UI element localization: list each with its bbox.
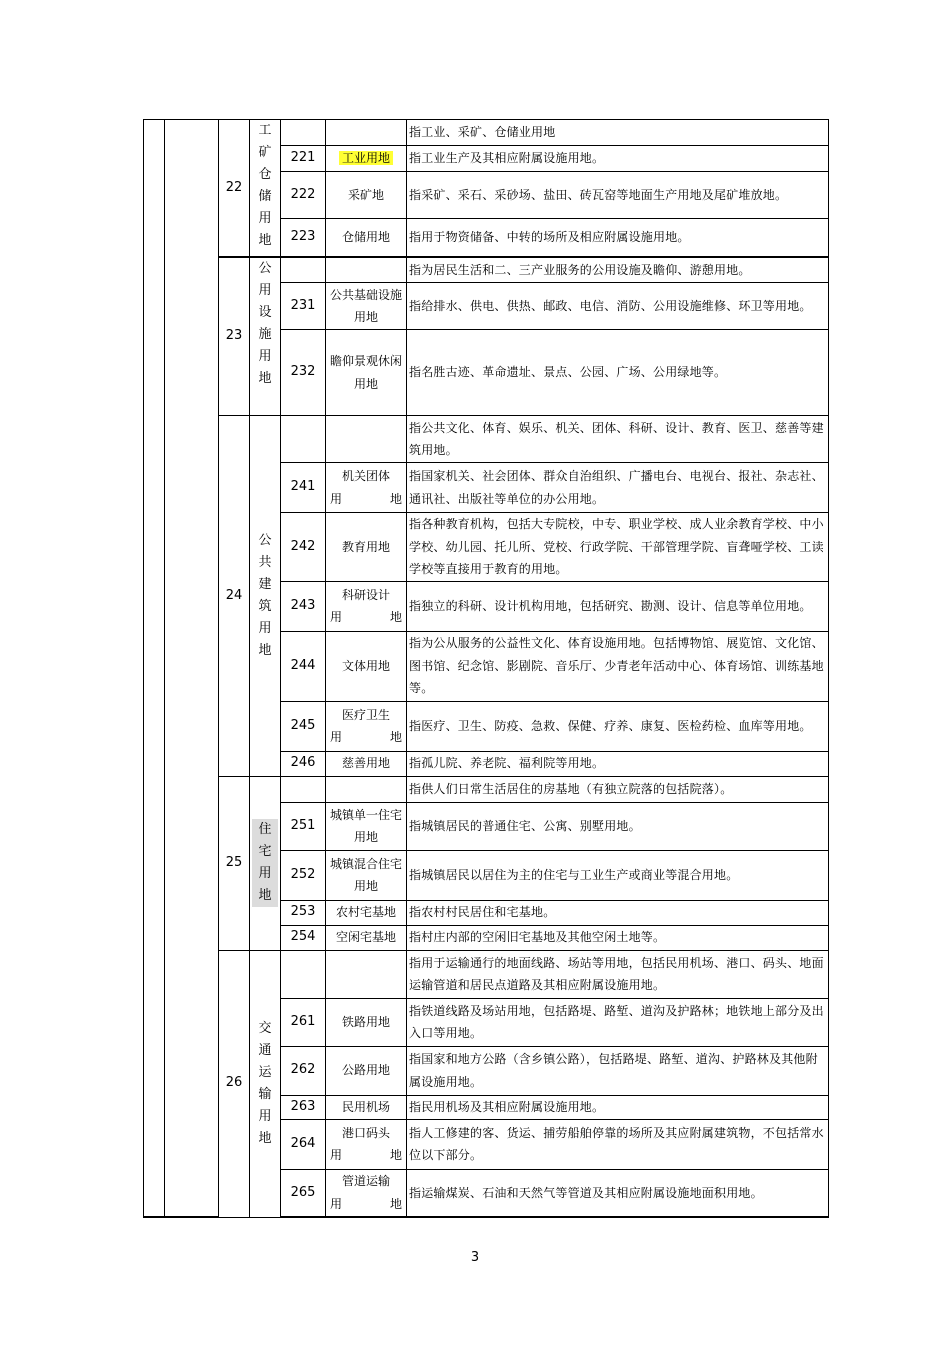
major-name-char: 用: [258, 1108, 272, 1124]
sub-name-cell: [326, 1169, 407, 1217]
sub-name-cell: [326, 900, 407, 925]
sub-name-cell: [326, 1119, 407, 1169]
sub-description: 指给排水、供电、供热、邮政、电信、消防、公用设施维修、环卫等用地。: [407, 283, 829, 330]
major-name-char: 用: [258, 348, 272, 364]
sub-name-cell: [326, 463, 407, 513]
sub-description: 指城镇居民以居住为主的住宅与工业生产或商业等混合用地。: [407, 850, 829, 900]
sub-name-line2: 用地: [330, 1148, 402, 1162]
sub-code-cell: 251: [281, 802, 326, 850]
sub-name-line1: 医疗卫生: [341, 707, 390, 722]
major-code-cell: [219, 776, 250, 950]
sub-description: 指铁道线路及场站用地，包括路堤、路堑、道沟及护路林；地铁地上部分及出入口等用地。: [407, 998, 829, 1046]
major-name-char: 矿: [258, 145, 272, 160]
sub-name-cell: [326, 257, 407, 283]
major-name-char: 用: [258, 282, 272, 298]
sub-name: 公路用地: [341, 1063, 390, 1078]
major-code-cell: [219, 416, 250, 777]
general-description: 指公共文化、体育、娱乐、机关、团体、科研、设计、教育、医卫、慈善等建筑用地。: [407, 416, 829, 463]
major-name-char: 工: [258, 123, 272, 138]
group-header-row: [144, 257, 829, 283]
major-name-char: 用: [258, 620, 272, 636]
sub-code-cell: 262: [281, 1046, 326, 1095]
sub-code-cell: 265: [281, 1169, 326, 1217]
major-name-char: 公: [258, 260, 272, 276]
sub-name-line1: 机关团体: [341, 469, 390, 483]
sub-name-cell: [326, 1095, 407, 1119]
sub-name-cell: [326, 631, 407, 701]
sub-name-line1: 港口码头: [341, 1125, 390, 1140]
group-header-row: [144, 950, 829, 998]
sub-description: 指各种教育机构，包括大专院校，中专、职业学校、成人业余教育学校、中小学校、幼儿园、托儿所、党校、行政学院、干部管理学院、盲聋哑学校、工读学校等直接用于教育的用地。: [407, 513, 829, 582]
sub-name-cell: [326, 776, 407, 802]
sub-description: 指医疗、卫生、防疫、急救、保健、疗养、康复、医检药检、血库等用地。: [407, 701, 829, 751]
major-name-cell: [250, 776, 281, 950]
sub-code-cell: 222: [281, 172, 326, 219]
major-code: 24: [225, 587, 243, 603]
major-name-char: 仓: [258, 167, 272, 182]
sub-name: 仓储用地: [341, 230, 390, 244]
major-code-cell: [219, 257, 250, 416]
sub-name-cell: [326, 998, 407, 1046]
major-code: 25: [225, 854, 243, 870]
sub-name: 城镇混合住宅用地: [329, 856, 402, 893]
major-name-char: 地: [258, 642, 272, 658]
sub-name-cell: [326, 850, 407, 900]
general-description: 指工业、采矿、仓储业用地: [407, 120, 829, 146]
page-number: 3: [470, 1250, 480, 1265]
sub-code-cell: 232: [281, 330, 326, 416]
sub-description: 指国家和地方公路（含乡镇公路），包括路堤、路堑、道沟、护路林及其他附属设施用地。: [407, 1046, 829, 1095]
major-name-char: 地: [258, 1130, 272, 1146]
major-code: 22: [225, 179, 243, 195]
sub-description: 指采矿、采石、采砂场、盐田、砖瓦窑等地面生产用地及尾矿堆放地。: [407, 172, 829, 219]
sub-description: 指用于物资储备、中转的场所及相应附属设施用地。: [407, 219, 829, 257]
sub-description: 指国家机关、社会团体、群众自治组织、广播电台、电视台、报社、杂志社、通讯社、出版社等单位的办公用地。: [407, 463, 829, 513]
sub-name: 农村宅基地: [335, 905, 396, 920]
major-name-char: 地: [252, 885, 278, 907]
sub-name-cell: [326, 581, 407, 631]
sub-code-cell: 246: [281, 751, 326, 776]
sub-code-cell: 252: [281, 850, 326, 900]
major-code: 26: [225, 1075, 243, 1091]
sub-code-cell: 264: [281, 1119, 326, 1169]
sub-name-cell: [326, 802, 407, 850]
major-code-cell: [219, 950, 250, 1217]
major-code: 23: [225, 328, 243, 343]
sub-name: 工业用地: [339, 151, 393, 165]
major-name-char: 公: [258, 532, 272, 548]
sub-name: 教育用地: [341, 539, 390, 554]
sub-name-cell: [326, 416, 407, 463]
sub-description: 指城镇居民的普通住宅、公寓、别墅用地。: [407, 802, 829, 850]
sub-name-cell: [326, 219, 407, 257]
sub-description: 指为公从服务的公益性文化、体育设施用地。包括博物馆、展览馆、文化馆、图书馆、纪念馆、影剧院、音乐厅、少青老年活动中心、体育场馆、训练基地等。: [407, 631, 829, 701]
sub-name: 空闲宅基地: [335, 930, 396, 945]
sub-description: 指民用机场及其相应附属设施用地。: [407, 1095, 829, 1119]
major-name-char: 用: [252, 863, 278, 885]
sub-description: 指名胜古迹、革命遗址、景点、公园、广场、公用绿地等。: [407, 330, 829, 416]
sub-code-cell: 254: [281, 925, 326, 950]
sub-code-cell: [281, 257, 326, 283]
sub-name-cell: [326, 330, 407, 416]
sub-name-cell: [326, 146, 407, 172]
sub-name-cell: [326, 925, 407, 950]
sub-description: 指孤儿院、养老院、福利院等用地。: [407, 751, 829, 776]
general-description: 指为居民生活和二、三产业服务的公用设施及瞻仰、游憩用地。: [407, 257, 829, 283]
sub-description: 指工业生产及其相应附属设施用地。: [407, 146, 829, 172]
sub-name-cell: [326, 950, 407, 998]
major-name-cell: [250, 416, 281, 777]
sub-name: 公共基础设施用地: [329, 287, 402, 324]
general-description: 指供人们日常生活居住的房基地（有独立院落的包括院落）。: [407, 776, 829, 802]
sub-description: 指村庄内部的空闲旧宅基地及其他空闲土地等。: [407, 925, 829, 950]
sub-description: 指运输煤炭、石油和天然气等管道及其相应附属设施地面积用地。: [407, 1169, 829, 1217]
sub-name: 城镇单一住宅用地: [329, 807, 402, 844]
major-name-char: 运: [258, 1064, 272, 1080]
sub-name-cell: [326, 751, 407, 776]
sub-code-cell: 231: [281, 283, 326, 330]
sub-name: 瞻仰景观休闲用地: [329, 354, 402, 391]
sub-name-line1: 管道运输: [341, 1174, 390, 1189]
major-name-char: 输: [258, 1086, 272, 1102]
sub-description: 指独立的科研、设计机构用地，包括研究、勘测、设计、信息等单位用地。: [407, 581, 829, 631]
sub-code-cell: 223: [281, 219, 326, 257]
sub-code-cell: [281, 120, 326, 146]
major-name-char: 共: [258, 554, 272, 570]
sub-code-cell: [281, 950, 326, 998]
sub-name-cell: [326, 1046, 407, 1095]
general-description: 指用于运输通行的地面线路、场站等用地，包括民用机场、港口、码头、地面运输管道和居民点道路及其相应附属设施用地。: [407, 950, 829, 998]
major-name-char: 建: [258, 576, 272, 592]
major-name-char: 筑: [258, 598, 272, 614]
sub-code-cell: 243: [281, 581, 326, 631]
major-name-char: 用: [258, 211, 272, 226]
sub-name-line2: 用地: [330, 491, 402, 506]
sub-name-cell: [326, 701, 407, 751]
group-header-row: [144, 416, 829, 463]
major-name-char: 通: [258, 1042, 272, 1058]
sub-code-cell: 253: [281, 900, 326, 925]
major-name-char: 储: [258, 189, 272, 204]
sub-description: 指人工修建的客、货运、捕劳船舶停靠的场所及其应附属建筑物，不包括常水位以下部分。: [407, 1119, 829, 1169]
major-name-char: 地: [258, 370, 272, 386]
sub-code-cell: [281, 416, 326, 463]
sub-name-cell: [326, 172, 407, 219]
sub-code-cell: 244: [281, 631, 326, 701]
level1-code-cell: [144, 120, 165, 1218]
sub-name: 铁路用地: [341, 1014, 390, 1029]
sub-code-cell: [281, 776, 326, 802]
sub-name-line2: 用地: [330, 610, 402, 624]
major-name-char: 交: [258, 1020, 272, 1036]
major-name-char: 地: [258, 233, 272, 248]
sub-code-cell: 241: [281, 463, 326, 513]
sub-name-cell: [326, 283, 407, 330]
sub-name: 采矿地: [347, 187, 384, 202]
major-code-cell: [219, 120, 250, 257]
sub-code-cell: 221: [281, 146, 326, 172]
sub-name-cell: [326, 120, 407, 146]
sub-name: 文体用地: [341, 658, 390, 673]
major-name-char: 施: [258, 326, 272, 342]
sub-description: 指农村村民居住和宅基地。: [407, 900, 829, 925]
major-name-cell: [250, 257, 281, 416]
major-name-cell: [250, 950, 281, 1217]
sub-name: 民用机场: [341, 1099, 390, 1114]
major-name-char: 设: [258, 304, 272, 320]
land-use-classification-table: [143, 119, 829, 1218]
sub-name-line2: 用地: [330, 730, 402, 744]
major-name-char: 宅: [252, 841, 278, 863]
sub-name: 慈善用地: [341, 756, 390, 771]
level1-name-cell: [165, 120, 219, 1218]
major-name-cell: [250, 120, 281, 257]
sub-code-cell: 261: [281, 998, 326, 1046]
major-name-char: 住: [252, 819, 278, 841]
sub-name-line1: 科研设计: [341, 587, 390, 602]
sub-code-cell: 245: [281, 701, 326, 751]
sub-code-cell: 263: [281, 1095, 326, 1119]
group-header-row: [144, 120, 829, 146]
sub-code-cell: 242: [281, 513, 326, 582]
sub-name-line2: 用地: [330, 1196, 402, 1211]
group-header-row: [144, 776, 829, 802]
sub-name-cell: [326, 513, 407, 582]
